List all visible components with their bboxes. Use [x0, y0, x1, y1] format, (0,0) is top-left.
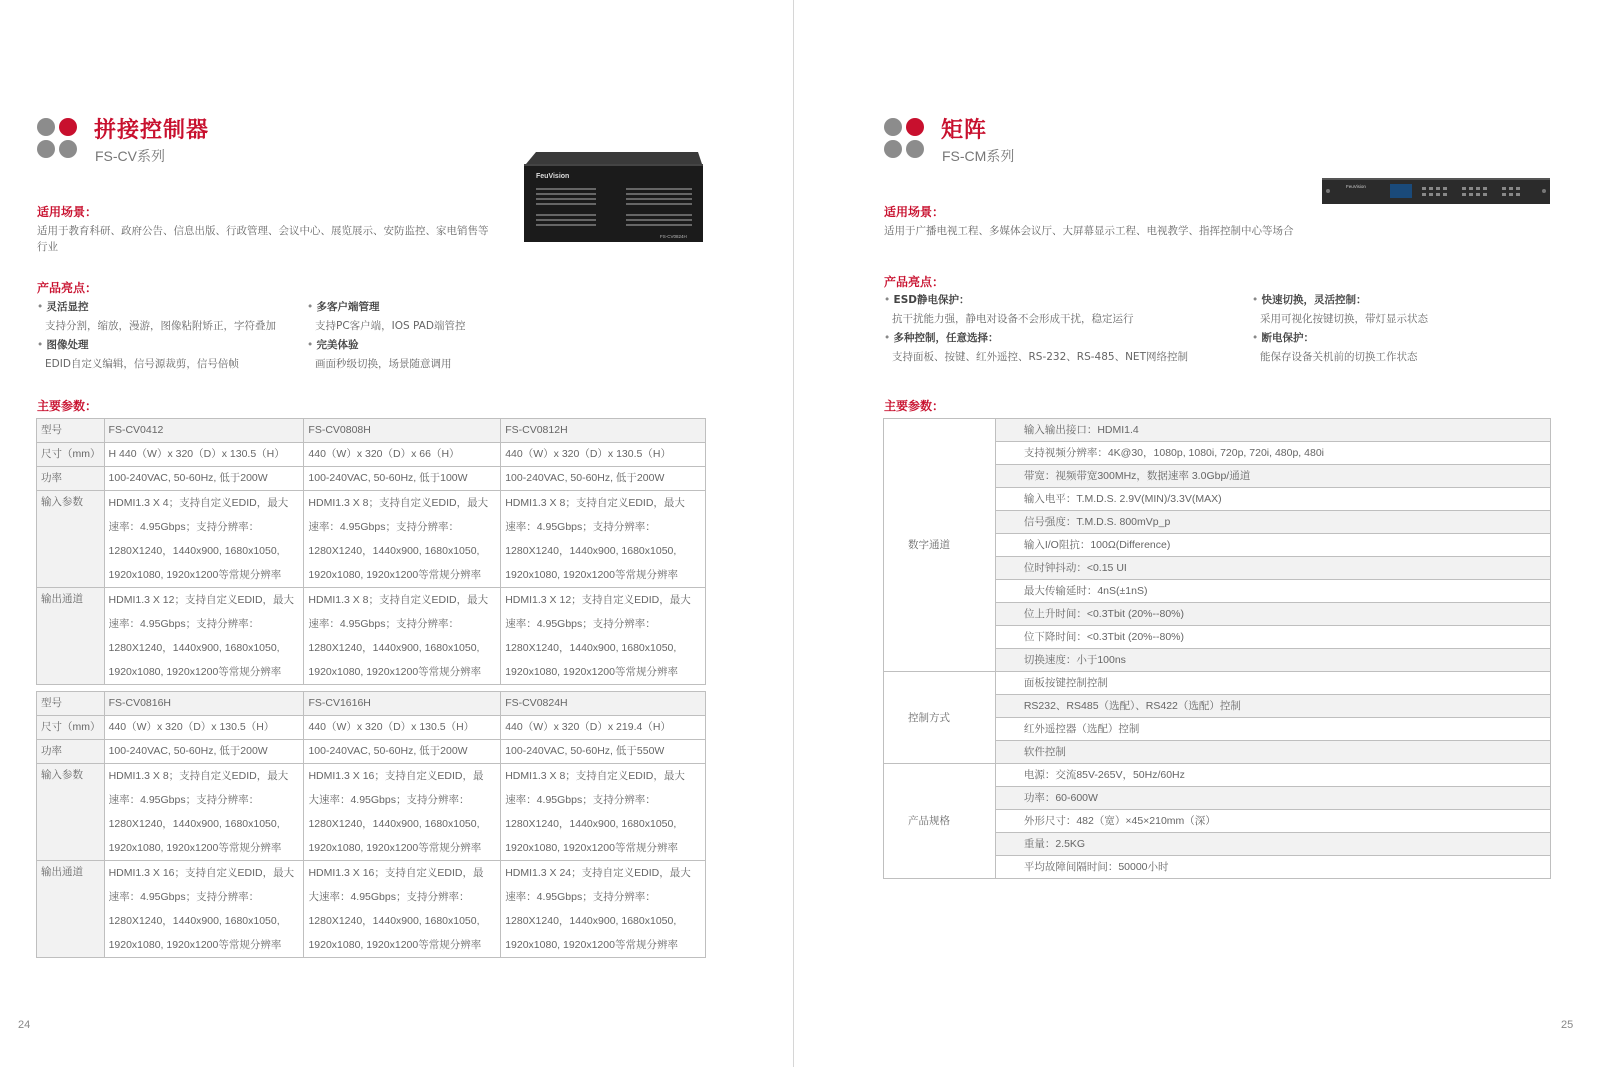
table-row	[37, 419, 706, 443]
spec-cell: 位时钟抖动：<0.15 UI	[995, 557, 1550, 580]
spec-table-1	[36, 418, 706, 685]
group-label: 数字通道	[884, 419, 996, 672]
power-cell: 100-240VAC, 50-60Hz, 低于200W	[104, 740, 304, 764]
left-title: 拼接控制器	[94, 118, 210, 143]
size-cell: H 440（W）x 320（D）x 130.5（H）	[104, 443, 304, 467]
model-cell: FS-CV0808H	[304, 419, 501, 443]
left-highlight-1: • 灵活显控 支持分割，缩放，漫游，图像粘附矫正，字符叠加	[37, 299, 276, 334]
power-label: 功率	[37, 467, 105, 491]
input-cell: HDMI1.3 X 8；支持自定义EDID，最大 速率：4.95Gbps；支持分辨率： 1280X1240，1440x900, 1680x1050, 1920x1080, 1920x1200等常规分辨率	[501, 491, 706, 588]
output-label: 输出通道	[37, 588, 105, 685]
model-cell: FS-CV0412	[104, 419, 304, 443]
table-row	[884, 419, 1551, 442]
spec-cell: 红外遥控器（选配）控制	[995, 718, 1550, 741]
table-row	[37, 692, 706, 716]
device-model-label: FS-CV0824H	[660, 234, 687, 239]
power-label: 功率	[37, 740, 105, 764]
input-cell: HDMI1.3 X 8；支持自定义EDID，最大 速率：4.95Gbps；支持分辨率： 1280X1240，1440x900, 1680x1050, 1920x1080, 1920x1200等常规分辨率	[304, 491, 501, 588]
spec-cell: 外形尺寸：482（宽）×45×210mm（深）	[995, 810, 1550, 833]
input-cell: HDMI1.3 X 8；支持自定义EDID，最大 速率：4.95Gbps；支持分辨率： 1280X1240，1440x900, 1680x1050, 1920x1080, 1920x1200等常规分辨率	[501, 764, 706, 861]
power-cell: 100-240VAC, 50-60Hz, 低于200W	[304, 740, 501, 764]
spec-cell: 位下降时间：<0.3Tbit (20%--80%)	[995, 626, 1550, 649]
output-cell: HDMI1.3 X 8；支持自定义EDID，最大 速率：4.95Gbps；支持分辨率： 1280X1240，1440x900, 1680x1050, 1920x1080, 1920x1200等常规分辨率	[304, 588, 501, 685]
spec-cell: 电源：交流85V-265V，50Hz/60Hz	[995, 764, 1550, 787]
table-row	[37, 467, 706, 491]
power-cell: 100-240VAC, 50-60Hz, 低于550W	[501, 740, 706, 764]
spec-cell: 输入I/O阻抗：100Ω(Difference)	[995, 534, 1550, 557]
size-label: 尺寸（mm）	[37, 443, 105, 467]
left-series: FS-CV系列	[95, 148, 165, 164]
size-cell: 440（W）x 320（D）x 130.5（H）	[304, 716, 501, 740]
table-row	[37, 764, 706, 861]
spec-cell: 输入电平：T.M.D.S. 2.9V(MIN)/3.3V(MAX)	[995, 488, 1550, 511]
output-cell: HDMI1.3 X 24；支持自定义EDID，最大 速率：4.95Gbps；支持分辨率： 1280X1240，1440x900, 1680x1050, 1920x1080, 1920x1200等常规分辨率	[501, 861, 706, 958]
spec-cell: 带宽：视频带宽300MHz，数据速率 3.0Gbp/通道	[995, 465, 1550, 488]
group-label: 控制方式	[884, 672, 996, 764]
table-row	[884, 764, 1551, 787]
power-cell: 100-240VAC, 50-60Hz, 低于200W	[104, 467, 304, 491]
right-params-heading: 主要参数：	[884, 399, 945, 413]
spec-cell: RS232、RS485（选配）、RS422（选配）控制	[995, 695, 1550, 718]
size-cell: 440（W）x 320（D）x 66（H）	[304, 443, 501, 467]
size-cell: 440（W）x 320（D）x 130.5（H）	[104, 716, 304, 740]
input-cell: HDMI1.3 X 4；支持自定义EDID，最大 速率：4.95Gbps；支持分辨率： 1280X1240，1440x900, 1680x1050, 1920x1080, 1920x1200等常规分辨率	[104, 491, 304, 588]
right-scene-text: 适用于广播电视工程、多媒体会议厅、大屏幕显示工程、电视教学、指挥控制中心等场合	[884, 225, 1294, 237]
left-highlights-heading: 产品亮点：	[37, 281, 98, 295]
size-cell: 440（W）x 320（D）x 130.5（H）	[501, 443, 706, 467]
output-cell: HDMI1.3 X 12；支持自定义EDID，最大 速率：4.95Gbps；支持分辨率： 1280X1240，1440x900, 1680x1050, 1920x1080, 1920x1200等常规分辨率	[104, 588, 304, 685]
spec-cell: 面板按键控制控制	[995, 672, 1550, 695]
right-scene-heading: 适用场景：	[884, 205, 945, 219]
output-cell: HDMI1.3 X 16；支持自定义EDID，最 大速率：4.95Gbps；支持分辨率： 1280X1240，1440x900, 1680x1050, 1920x1080, 1920x1200等常规分辨率	[304, 861, 501, 958]
spec-cell: 支持视频分辨率：4K@30，1080p, 1080i, 720p, 720i, 480p, 480i	[995, 442, 1550, 465]
spec-cell: 平均故障间隔时间：50000小时	[995, 856, 1550, 879]
matrix-device-image	[1322, 178, 1550, 204]
model-label: 型号	[37, 692, 105, 716]
left-page-number: 24	[18, 1019, 31, 1031]
right-highlight-4: • 断电保护： 能保存设备关机前的切换工作状态	[1252, 330, 1418, 365]
table-row	[884, 672, 1551, 695]
output-label: 输出通道	[37, 861, 105, 958]
input-cell: HDMI1.3 X 16；支持自定义EDID，最 大速率：4.95Gbps；支持分辨率： 1280X1240，1440x900, 1680x1050, 1920x1080, 1920x1200等常规分辨率	[304, 764, 501, 861]
output-cell: HDMI1.3 X 12；支持自定义EDID，最大 速率：4.95Gbps；支持分辨率： 1280X1240，1440x900, 1680x1050, 1920x1080, 1920x1200等常规分辨率	[501, 588, 706, 685]
right-highlight-2: • 快速切换，灵活控制： 采用可视化按键切换，带灯显示状态	[1252, 292, 1428, 327]
controller-device-image	[522, 150, 705, 244]
right-series: FS-CM系列	[942, 148, 1015, 164]
spec-cell: 最大传输延时：4nS(±1nS)	[995, 580, 1550, 603]
spec-cell: 信号强度：T.M.D.S. 800mVp_p	[995, 511, 1550, 534]
right-title: 矩阵	[941, 118, 988, 143]
device-brand-label: FeuVision	[1346, 184, 1366, 189]
model-cell: FS-CV0812H	[501, 419, 706, 443]
input-label: 输入参数	[37, 491, 105, 588]
right-highlights-heading: 产品亮点：	[884, 275, 945, 289]
table-row	[37, 740, 706, 764]
power-cell: 100-240VAC, 50-60Hz, 低于200W	[501, 467, 706, 491]
left-highlight-2: • 多客户端管理 支持PC客户端，IOS PAD端管控	[307, 299, 465, 334]
group-label: 产品规格	[884, 764, 996, 879]
model-cell: FS-CV1616H	[304, 692, 501, 716]
model-cell: FS-CV0824H	[501, 692, 706, 716]
input-label: 输入参数	[37, 764, 105, 861]
device-brand-label: FeuVision	[536, 173, 570, 180]
spec-cell: 重量：2.5KG	[995, 833, 1550, 856]
left-scene-text: 适用于教育科研、政府公告、信息出版、行政管理、会议中心、展览展示、安防监控、家电销售等行业	[37, 225, 489, 253]
right-highlight-3: • 多种控制，任意选择： 支持面板、按键、红外遥控、RS-232、RS-485、NET网络控制	[884, 330, 1188, 365]
brand-dots-icon	[37, 118, 81, 162]
input-cell: HDMI1.3 X 8；支持自定义EDID，最大 速率：4.95Gbps；支持分辨率： 1280X1240，1440x900, 1680x1050, 1920x1080, 1920x1200等常规分辨率	[104, 764, 304, 861]
right-highlight-1: • ESD静电保护： 抗干扰能力强，静电对设备不会形成干扰，稳定运行	[884, 292, 1134, 327]
table-row	[37, 443, 706, 467]
spec-cell: 位上升时间：<0.3Tbit (20%--80%)	[995, 603, 1550, 626]
right-page-number: 25	[1561, 1019, 1574, 1031]
table-row	[37, 588, 706, 685]
spec-table-2	[36, 691, 706, 958]
size-label: 尺寸（mm）	[37, 716, 105, 740]
size-cell: 440（W）x 320（D）x 219.4（H）	[501, 716, 706, 740]
spec-cell: 软件控制	[995, 741, 1550, 764]
matrix-spec-table	[883, 418, 1551, 879]
table-row	[37, 491, 706, 588]
table-row	[37, 716, 706, 740]
spec-cell: 功率：60-600W	[995, 787, 1550, 810]
left-highlight-4: • 完美体验 画面秒级切换，场景随意调用	[307, 337, 452, 372]
left-highlight-3: • 图像处理 EDID自定义编辑，信号源裁剪，信号倍帧	[37, 337, 239, 372]
left-params-heading: 主要参数：	[37, 399, 98, 413]
left-scene-heading: 适用场景：	[37, 205, 98, 219]
output-cell: HDMI1.3 X 16；支持自定义EDID，最大 速率：4.95Gbps；支持分辨率： 1280X1240，1440x900, 1680x1050, 1920x1080, 1920x1200等常规分辨率	[104, 861, 304, 958]
model-label: 型号	[37, 419, 105, 443]
model-cell: FS-CV0816H	[104, 692, 304, 716]
table-row	[37, 861, 706, 958]
page-spine	[793, 0, 794, 1067]
spec-cell: 切换速度：小于100ns	[995, 649, 1550, 672]
power-cell: 100-240VAC, 50-60Hz, 低于100W	[304, 467, 501, 491]
spec-cell: 输入输出接口：HDMI1.4	[995, 419, 1550, 442]
brand-dots-icon	[884, 118, 928, 162]
